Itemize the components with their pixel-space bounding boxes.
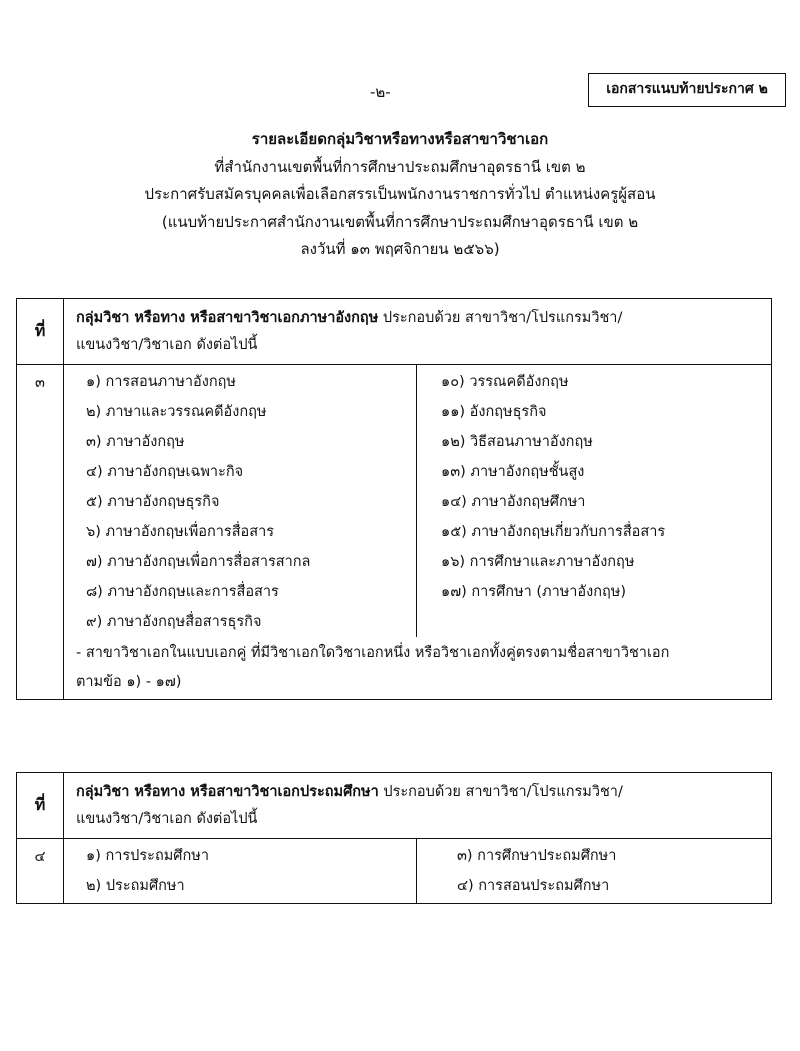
table-note (64, 637, 772, 700)
table-header-group (64, 773, 772, 839)
document-title: รายละเอียดกลุ่มวิชาหรือทางหรือสาขาวิชาเอก (251, 130, 549, 148)
list-item: ๓) ภาษาอังกฤษ (86, 434, 185, 450)
list-item: ๑๔) ภาษาอังกฤษศึกษา (441, 494, 586, 510)
header-line-office: ที่สำนักงานเขตพื้นที่การศึกษาประถมศึกษาอุดรธานี เขต ๒ (214, 157, 586, 176)
list-item: ๑) การประถมศึกษา (86, 848, 209, 864)
subject-list-right (417, 839, 772, 904)
group-description: ประกอบด้วย สาขาวิชา/โปรแกรมวิชา/ (382, 310, 623, 326)
page-number: -๒- (370, 83, 391, 101)
list-item: ๒) ประถมศึกษา (86, 878, 185, 894)
subject-table-primary (16, 772, 772, 904)
subject-list-right (417, 365, 772, 638)
header-line-date: ลงวันที่ ๑๓ พฤศจิกายน ๒๕๖๖) (300, 240, 500, 258)
list-item: ๑๒) วิธีสอนภาษาอังกฤษ (441, 434, 593, 450)
list-item: ๒) ภาษาและวรรณคดีอังกฤษ (86, 404, 267, 420)
subject-list-left (64, 365, 417, 638)
group-description: ประกอบด้วย สาขาวิชา/โปรแกรมวิชา/ (383, 784, 623, 800)
list-item: ๔) ภาษาอังกฤษเฉพาะกิจ (86, 464, 244, 480)
note-line-cont: ตามข้อ ๑) - ๑๗) (76, 674, 182, 690)
header-line-announcement: ประกาศรับสมัครบุคคลเพื่อเลือกสรรเป็นพนักงานราชการทั่วไป ตำแหน่งครูผู้สอน (144, 185, 656, 203)
group-title: กลุ่มวิชา หรือทาง หรือสาขาวิชาเอกประถมศึกษา (76, 784, 379, 800)
list-item: ๗) ภาษาอังกฤษเพื่อการสื่อสารสากล (86, 554, 311, 570)
subject-table-english (16, 298, 772, 700)
list-item: ๑) การสอนภาษาอังกฤษ (86, 374, 236, 390)
header-line-attachment: (แนบท้ายประกาศสำนักงานเขตพื้นที่การศึกษาประถมศึกษาอุดรธานี เขต ๒ (161, 212, 639, 231)
list-item: ๙) ภาษาอังกฤษสื่อสารธุรกิจ (86, 614, 262, 630)
group-title: กลุ่มวิชา หรือทาง หรือสาขาวิชาเอกภาษาอังกฤษ (76, 310, 379, 326)
list-item: ๑๖) การศึกษาและภาษาอังกฤษ (441, 554, 635, 570)
list-item: ๖) ภาษาอังกฤษเพื่อการสื่อสาร (86, 524, 275, 540)
list-item: ๑๑) อังกฤษธุรกิจ (441, 404, 547, 420)
table-header-group (64, 299, 772, 365)
list-item: ๔) การสอนประถมศึกษา (457, 878, 610, 894)
list-item: ๑๓) ภาษาอังกฤษชั้นสูง (441, 464, 585, 480)
list-item: ๑๗) การศึกษา (ภาษาอังกฤษ) (441, 584, 626, 600)
list-item: ๘) ภาษาอังกฤษและการสื่อสาร (86, 584, 279, 600)
subject-list-left (64, 839, 417, 904)
document-tag-box: เอกสารแนบท้ายประกาศ ๒ (588, 73, 786, 107)
list-item: ๓) การศึกษาประถมศึกษา (457, 848, 617, 864)
row-number: ๔ (17, 839, 64, 904)
row-number: ๓ (17, 365, 64, 700)
list-item: ๕) ภาษาอังกฤษธุรกิจ (86, 494, 220, 510)
list-item: ๑๕) ภาษาอังกฤษเกี่ยวกับการสื่อสาร (441, 524, 666, 540)
note-line: - สาขาวิชาเอกในแบบเอกคู่ ที่มีวิชาเอกใดวิชาเอกหนึ่ง หรือวิชาเอกทั้งคู่ตรงตามชื่อสาขาวิชาเอก (76, 645, 670, 661)
group-description-cont: แขนงวิชา/วิชาเอก ดังต่อไปนี้ (76, 337, 258, 353)
group-description-cont: แขนงวิชา/วิชาเอก ดังต่อไปนี้ (76, 811, 258, 827)
document-header (0, 126, 800, 264)
table-header-no: ที่ (17, 299, 64, 365)
table-header-no: ที่ (17, 773, 64, 839)
list-item: ๑๐) วรรณคดีอังกฤษ (441, 374, 569, 390)
